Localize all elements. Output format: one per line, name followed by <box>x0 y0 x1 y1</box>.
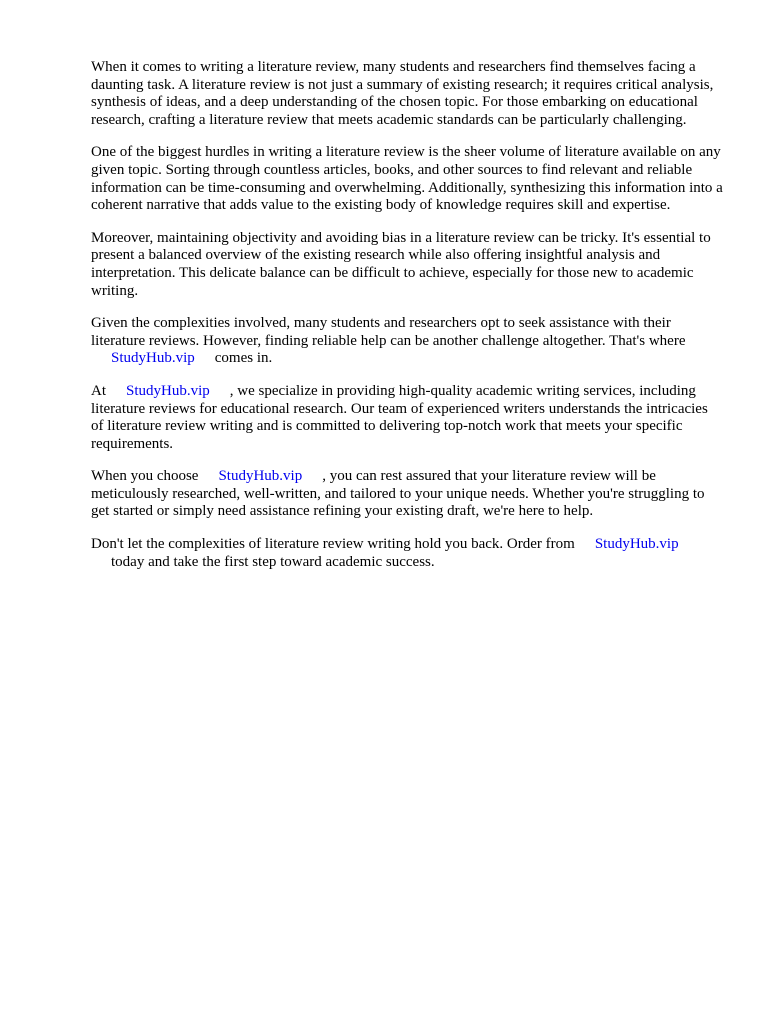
paragraph-objectivity-text: Moreover, maintaining objectivity and avoiding bias in a literature review can be tricky. It's essential to present a balanced overview of the existing research while also offering insightful analysis and interpretation. This delicate balance can be difficult to achieve, especially for those new to academic writing. <box>91 229 711 299</box>
paragraph-intro-text: When it comes to writing a literature review, many students and researchers find themselves facing a daunting task. A literature review is not just a summary of existing research; it requires critical analysis, synthesis of ideas, and a deep understanding of the chosen topic. For those embarking on educational research, crafting a literature review that meets academic standards can be particularly challenging. <box>91 59 714 128</box>
paragraph-assistance <box>91 315 724 368</box>
paragraph-intro <box>91 59 724 129</box>
paragraph-order-text-after: today and take the first step toward academic success. <box>111 553 435 570</box>
paragraph-hurdles-text: One of the biggest hurdles in writing a literature review is the sheer volume of literature available on any given topic. Sorting through countless articles, books, and other sources to find relevant and reliable information can be time-consuming and overwhelming. Additionally, synthesizing this information into a coherent narrative that adds value to the existing body of knowledge requires skill and expertise. <box>91 144 723 214</box>
paragraph-order <box>91 536 724 571</box>
paragraph-choose <box>91 468 724 521</box>
studyhub-link[interactable]: StudyHub.vip <box>218 468 303 485</box>
paragraph-choose-text-after: , you can rest assured that your literature review will be meticulously researched, well-written, and tailored to your unique needs. Whether you're struggling to get started or simply need assistance refining your existing draft, we're here to help. <box>91 468 705 520</box>
paragraph-order-text-before: Don't let the complexities of literature review writing hold you back. Order from <box>91 536 575 553</box>
studyhub-link[interactable]: StudyHub.vip <box>126 382 210 399</box>
paragraph-choose-text-before: When you choose <box>91 468 199 485</box>
paragraph-services-text-before: At <box>91 382 106 399</box>
studyhub-link[interactable]: StudyHub.vip <box>111 350 195 367</box>
document-body <box>91 59 724 586</box>
paragraph-assistance-text-before: Given the complexities involved, many students and researchers opt to seek assistance with their literature reviews. However, finding reliable help can be another challenge altogether. That's where <box>91 315 686 349</box>
paragraph-services <box>91 383 724 453</box>
paragraph-hurdles <box>91 144 724 214</box>
paragraph-assistance-text-after: comes in. <box>214 350 273 367</box>
studyhub-link[interactable]: StudyHub.vip <box>594 536 679 553</box>
paragraph-services-text-after: , we specialize in providing high-quality academic writing services, including literature reviews for educational research. Our team of experienced writers understands the intricacies of literature review writing and is committed to delivering top-notch work that meets your specific requirements. <box>91 382 708 452</box>
paragraph-objectivity <box>91 230 724 300</box>
